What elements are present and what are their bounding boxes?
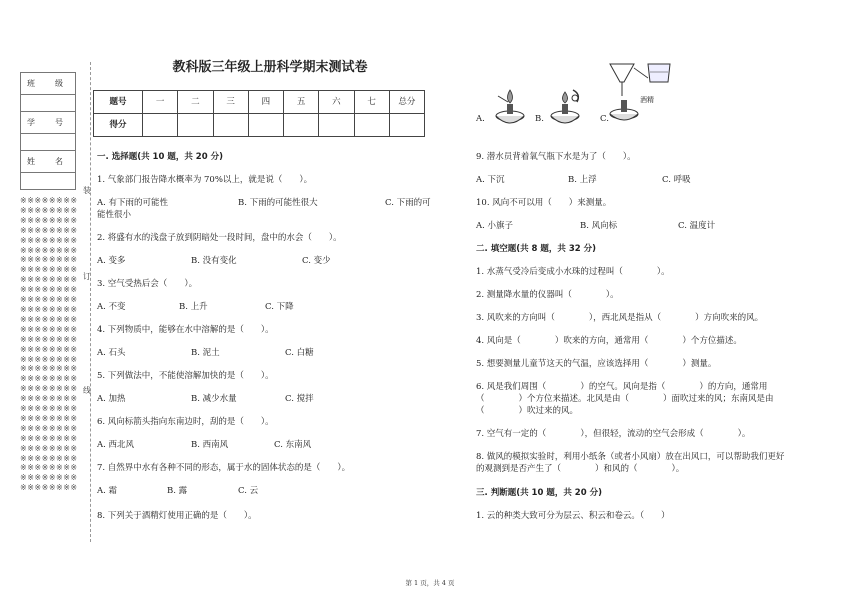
q7-option-c: C. 云 bbox=[238, 486, 259, 496]
q7-option-a: A. 霜 bbox=[97, 486, 118, 496]
q6-option-b: B. 西南风 bbox=[191, 440, 229, 450]
q6-option-c: C. 东南风 bbox=[274, 440, 312, 450]
q9-option-c: C. 呼吸 bbox=[662, 175, 691, 185]
binding-mark-zhuang: 装 bbox=[83, 186, 91, 195]
score-table-score-row bbox=[94, 114, 425, 137]
alcohol-caption: 酒精 bbox=[640, 96, 654, 104]
lamp-option-a: A. bbox=[476, 114, 485, 124]
score-header-cell: 六 bbox=[319, 91, 354, 114]
score-cell[interactable] bbox=[319, 114, 354, 137]
alcohol-lamp-b-image bbox=[545, 86, 589, 126]
score-cell[interactable] bbox=[284, 114, 319, 137]
fill-question-5: 5. 想要测量儿童节这天的气温，应该选择用（ ）测量。 bbox=[476, 359, 717, 369]
fill-question-4: 4. 风向是（ ）吹来的方向，通常用（ ）个方位描述。 bbox=[476, 336, 742, 346]
score-header-cell: 二 bbox=[178, 91, 213, 114]
question-3: 3. 空气受热后会（ ）。 bbox=[97, 279, 198, 289]
class-label: 班 级 bbox=[21, 73, 76, 95]
score-header-cell: 一 bbox=[143, 91, 178, 114]
name-field[interactable] bbox=[21, 173, 76, 190]
name-label: 姓 名 bbox=[21, 151, 76, 173]
score-cell[interactable] bbox=[248, 114, 283, 137]
score-table-header-row bbox=[94, 91, 425, 114]
fill-question-6-line1: 6. 风是我们周围（ ）的空气。风向是指（ ）的方向，通常用 bbox=[476, 382, 768, 392]
page-footer: 第 1 页，共 4 页 bbox=[405, 579, 455, 587]
question-5: 5. 下列做法中，不能使溶解加快的是（ ）。 bbox=[97, 371, 274, 381]
student-id-label: 学 号 bbox=[21, 112, 76, 134]
fill-question-3: 3. 风吹来的方向叫（ ），西北风是指从（ ）方向吹来的风。 bbox=[476, 313, 764, 323]
score-header-cell: 七 bbox=[354, 91, 389, 114]
binding-mark-xian: 线 bbox=[83, 386, 91, 395]
score-header-cell: 总分 bbox=[389, 91, 424, 114]
q1-option-a: A. 有下雨的可能性 bbox=[97, 198, 169, 208]
q10-option-b: B. 风向标 bbox=[580, 221, 618, 231]
q3-option-c: C. 下降 bbox=[265, 302, 294, 312]
fill-question-8-line2: 的观测到是否产生了（ ）和风的（ ）。 bbox=[476, 464, 685, 474]
q5-option-c: C. 搅拌 bbox=[285, 394, 314, 404]
q3-option-a: A. 不变 bbox=[97, 302, 126, 312]
question-8: 8. 下列关于酒精灯使用正确的是（ ）。 bbox=[97, 511, 257, 521]
alcohol-lamp-a-image bbox=[488, 86, 532, 126]
q5-option-a: A. 加热 bbox=[97, 394, 126, 404]
fill-question-7: 7. 空气有一定的（ ），但很轻，流动的空气会形成（ ）。 bbox=[476, 429, 751, 439]
q2-option-b: B. 没有变化 bbox=[191, 256, 237, 266]
question-9: 9. 潜水员背着氧气瓶下水是为了（ ）。 bbox=[476, 152, 636, 162]
question-2: 2. 将盛有水的浅盘子放到阴暗处一段时间，盘中的水会（ ）。 bbox=[97, 233, 342, 243]
q7-option-b: B. 露 bbox=[167, 486, 188, 496]
q5-option-b: B. 减少水量 bbox=[191, 394, 237, 404]
q3-option-b: B. 上升 bbox=[179, 302, 208, 312]
score-cell[interactable] bbox=[178, 114, 213, 137]
score-header-cell: 四 bbox=[248, 91, 283, 114]
q1-option-b: B. 下雨的可能性很大 bbox=[238, 198, 318, 208]
q2-option-c: C. 变少 bbox=[302, 256, 331, 266]
binding-hatch-pattern: ※※※※※※※※※※※※※※※※※※※※※※※※※※※※※※※※※※※※※※※※※※※※※※※※※※※※※※※※※※※※※※※※※※※※※※※※※※※※※※※※※※※※※※※※※※※※※※※※※※※※※※※※※※※※※※※※※※※※※※※※※※※※※※※※※※※※※※※※※※※※※※※※※※※※※※※※※※※※※※※※※※※※※※※※※※※※※※※※※※※※※※※※※※※※※※※※※※※※※※※※※※※※※※※※※※※※※※※※※※※※※※※※※※※※※※※※※※※※※※※※ bbox=[20, 196, 78, 493]
q9-option-b: B. 上浮 bbox=[568, 175, 597, 185]
section-multiple-choice: 一. 选择题(共 10 题，共 20 分) bbox=[97, 152, 223, 162]
q10-option-a: A. 小旗子 bbox=[476, 221, 514, 231]
q4-option-a: A. 石头 bbox=[97, 348, 126, 358]
judge-question-1: 1. 云的种类大致可分为层云、积云和卷云。（ ） bbox=[476, 511, 670, 521]
fill-question-6-line2: （ ）个方位来描述。北风是由（ ）面吹过来的风；东南风是由 bbox=[476, 394, 774, 404]
section-fill-blank: 二. 填空题(共 8 题，共 32 分) bbox=[476, 244, 597, 254]
question-1: 1. 气象部门报告降水概率为 70%以上，就是说（ ）。 bbox=[97, 175, 313, 185]
student-id-field[interactable] bbox=[21, 134, 76, 151]
question-4: 4. 下列物质中，能够在水中溶解的是（ ）。 bbox=[97, 325, 274, 335]
binding-mark-ding: 订 bbox=[83, 272, 91, 281]
alcohol-lamp-c-image bbox=[604, 60, 674, 126]
lamp-option-c: C. bbox=[600, 114, 609, 124]
score-cell[interactable] bbox=[389, 114, 424, 137]
score-header-cell: 五 bbox=[284, 91, 319, 114]
question-6: 6. 风向标箭头指向东南边时，刮的是（ ）。 bbox=[97, 417, 274, 427]
question-10: 10. 风向不可以用（ ）来测量。 bbox=[476, 198, 612, 208]
lamp-option-b: B. bbox=[535, 114, 544, 124]
score-cell[interactable] bbox=[143, 114, 178, 137]
q1-option-c: C. 下雨的可 bbox=[385, 198, 431, 208]
class-field[interactable] bbox=[21, 95, 76, 112]
fill-question-8-line1: 8. 做风的模拟实验时，利用小纸条（或者小风扇）放在出风口，可以帮助我们更好 bbox=[476, 452, 785, 462]
fill-question-2: 2. 测量降水量的仪器叫（ ）。 bbox=[476, 290, 619, 300]
q9-option-a: A. 下沉 bbox=[476, 175, 505, 185]
q10-option-c: C. 温度计 bbox=[678, 221, 716, 231]
score-cell[interactable] bbox=[213, 114, 248, 137]
score-header-cell: 三 bbox=[213, 91, 248, 114]
fill-question-1: 1. 水蒸气受冷后变成小水珠的过程叫（ ）。 bbox=[476, 267, 670, 277]
q1-option-c-wrap: 能性很小 bbox=[97, 210, 132, 220]
binding-dashed-line bbox=[90, 62, 91, 542]
student-info-box bbox=[20, 72, 76, 190]
section-true-false: 三. 判断题(共 10 题，共 20 分) bbox=[476, 488, 602, 498]
score-row-label: 得分 bbox=[94, 114, 143, 137]
score-table bbox=[93, 90, 425, 137]
score-cell[interactable] bbox=[354, 114, 389, 137]
q4-option-b: B. 泥土 bbox=[191, 348, 220, 358]
score-header-cell: 题号 bbox=[94, 91, 143, 114]
q4-option-c: C. 白糖 bbox=[285, 348, 314, 358]
q2-option-a: A. 变多 bbox=[97, 256, 126, 266]
exam-title: 教科版三年级上册科学期末测试卷 bbox=[172, 60, 368, 75]
fill-question-6-line3: （ ）吹过来的风。 bbox=[476, 406, 579, 416]
question-7: 7. 自然界中水有各种不同的形态，属于水的固体状态的是（ ）。 bbox=[97, 463, 351, 473]
q6-option-a: A. 西北风 bbox=[97, 440, 135, 450]
